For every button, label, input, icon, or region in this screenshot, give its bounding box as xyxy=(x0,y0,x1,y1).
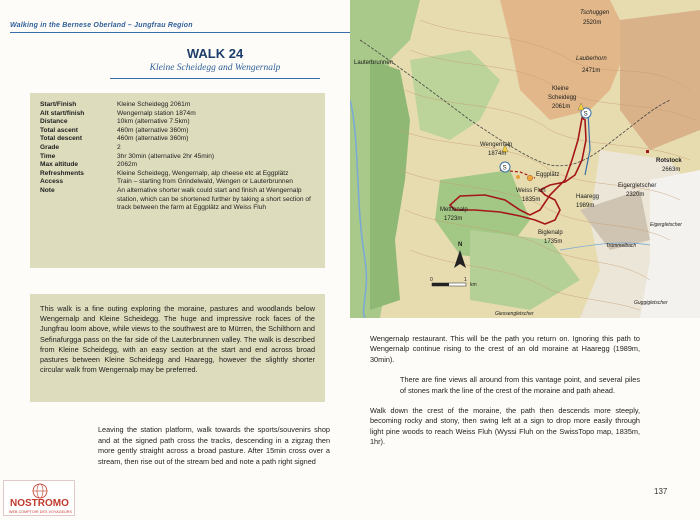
label-kleine-scheidegg-alt: 2061m xyxy=(552,104,571,110)
info-row xyxy=(40,170,317,179)
logo-name: NOSTROMO xyxy=(10,498,69,509)
info-key: Total descent xyxy=(40,135,83,143)
info-box xyxy=(30,93,325,268)
info-value: 460m (alternative 360m) xyxy=(117,126,189,134)
label-biglenalp: Biglenalp xyxy=(538,230,563,236)
label-trummelbach: Trümmelbach xyxy=(606,243,637,249)
info-row xyxy=(40,161,317,170)
label-weiss-fluh: Weiss Fluh xyxy=(516,188,546,194)
label-weiss-fluh-alt: 1835m xyxy=(522,197,541,203)
page-number: 137 xyxy=(654,487,668,496)
info-row xyxy=(40,144,317,153)
scale-1: 1 xyxy=(464,277,467,283)
info-key: Start/Finish xyxy=(40,101,77,108)
farm-icon xyxy=(527,175,533,181)
paragraph-indented: There are fine views all around from this vantage point, and several piles of stones mark the line of the crest of the moraine and path ahead. xyxy=(400,375,640,395)
label-mettlenalp: Mettlenalp xyxy=(440,207,468,213)
nostromo-logo xyxy=(3,480,75,516)
info-value: Train – starting from Grindelwald, Wengen or Lauterbrunnen xyxy=(117,178,293,186)
walk-subtitle: Kleine Scheidegg and Wengernalp xyxy=(149,63,281,73)
north-label: N xyxy=(458,242,463,248)
info-value: Wengernalp station 1874m xyxy=(117,109,196,117)
label-lauberhorn: Lauberhorn xyxy=(576,56,607,62)
start-marker-label: S xyxy=(583,111,588,118)
info-key: Total ascent xyxy=(40,126,78,134)
label-tschuggen: Tschuggen xyxy=(580,10,610,16)
label-eigergletscher-alt: 2320m xyxy=(626,192,645,198)
label-wengernalp: Wengernalp xyxy=(480,142,513,148)
info-row xyxy=(40,153,317,162)
walk-title: WALK 24 xyxy=(186,46,244,61)
label-kleine: Kleine xyxy=(552,86,569,92)
info-row xyxy=(40,135,317,144)
info-row xyxy=(40,101,317,110)
body-text-left: Leaving the station platform, walk towards the sports/souvenirs shop and at the signed path cross the tracks, descending in a zigzag then more gently straight across a broad pasture. After 15min cross over a stream, then rise out of the stream bed and note a path right signed xyxy=(98,425,330,466)
label-wengernalp-alt: 1874m xyxy=(488,151,507,157)
logo-tagline: WEB COMPTOIR DES VOYAGEURS xyxy=(9,510,72,514)
intro-box xyxy=(30,294,325,402)
label-giessengletscher: Giessengletscher xyxy=(495,311,534,317)
info-key: Refreshments xyxy=(40,169,84,177)
subtitle-rule xyxy=(110,78,320,79)
intro-text: This walk is a fine outing exploring the moraine, pastures and woodlands below Wengernalp and Kleine Scheidegg. The huge and impressive rock faces of the Jungfrau loom above, while views to the southwest are to Mürren, the Schilthorn and Sefinafurgga pass on the far side of the Lauterbrunnen valley. The walk is described from Kleine Scheidegg, with an easy section at the start and end across broad pastures between Kleine Scheidegg and Haaregg, however the slightly shorter circular walk from Wengernalp may be preferred. xyxy=(40,304,315,375)
farm-icon xyxy=(516,175,520,179)
station-icon xyxy=(646,150,649,153)
info-value: 2062m xyxy=(117,161,138,169)
label-rotstock-alt: 2663m xyxy=(662,167,681,173)
info-value: 3hr 30min (alternative 2hr 45min) xyxy=(117,152,215,160)
label-rotstock: Rotstock xyxy=(656,158,682,164)
info-row xyxy=(40,127,317,136)
label-guggigletscher: Guggigletscher xyxy=(634,300,668,306)
info-key: Time xyxy=(40,152,56,160)
info-key: Max altitude xyxy=(40,161,79,169)
info-value: Kleine Scheidegg, Wengernalp, alp cheese etc at Eggplätz xyxy=(117,169,289,177)
info-value: 460m (alternative 360m) xyxy=(117,135,189,143)
paragraph: Wengernalp restaurant. This will be the path you return on. Ignoring this path to Wengernalp continue rising to the crest of an old moraine at Haaregg (1989m, 30min). xyxy=(370,334,640,364)
info-value: 10km (alternative 7.5km) xyxy=(117,118,190,126)
label-lauterbrunnen: Lauterbrunnen xyxy=(354,60,394,66)
info-value: 2 xyxy=(117,143,121,151)
header-rule xyxy=(10,32,350,33)
label-eggplatz: Eggplätz xyxy=(536,172,560,178)
info-key: Access xyxy=(40,178,64,186)
info-value: An alternative shorter walk could start and finish at Wengernalp station, which can be shortened further by taking a short section of track between the farm at Eggplätz and Weiss Fluh xyxy=(117,186,311,212)
alt-start-marker-label: S xyxy=(502,165,507,172)
info-row xyxy=(40,118,317,127)
label-tschuggen-alt: 2520m xyxy=(583,20,602,26)
scale-0: 0 xyxy=(430,277,433,283)
scale-unit: km xyxy=(470,282,477,288)
route-map xyxy=(350,0,700,318)
info-row xyxy=(40,187,317,213)
info-key: Grade xyxy=(40,143,60,151)
label-eigergletscher: Eigergletscher xyxy=(618,183,657,189)
running-head: Walking in the Bernese Oberland – Jungfrau Region xyxy=(10,22,193,29)
info-key: Alt start/finish xyxy=(40,109,85,117)
info-key: Note xyxy=(40,186,55,194)
label-mettlenalp-alt: 1723m xyxy=(444,216,463,222)
info-row xyxy=(40,110,317,119)
label-lauberhorn-alt: 2471m xyxy=(582,68,601,74)
info-value: Kleine Scheidegg 2061m xyxy=(117,101,191,108)
label-scheidegg: Scheidegg xyxy=(548,95,577,101)
label-haaregg-alt: 1989m xyxy=(576,203,595,209)
label-biglenalp-alt: 1735m xyxy=(544,239,563,245)
label-haaregg: Haaregg xyxy=(576,194,600,200)
paragraph: Walk down the crest of the moraine, the path then descends more steeply, becoming rocky and stony, then swing left at a sign to drop more easily through light pine woods to reach Weiss Fluh (Wyssi Fluh on the SwissTopo map, 1835m, 1hr). xyxy=(370,406,640,447)
info-row xyxy=(40,178,317,187)
body-text-right xyxy=(370,334,640,458)
info-key: Distance xyxy=(40,118,68,126)
label-eigergletscher-glacier: Eigergletscher xyxy=(650,222,682,228)
